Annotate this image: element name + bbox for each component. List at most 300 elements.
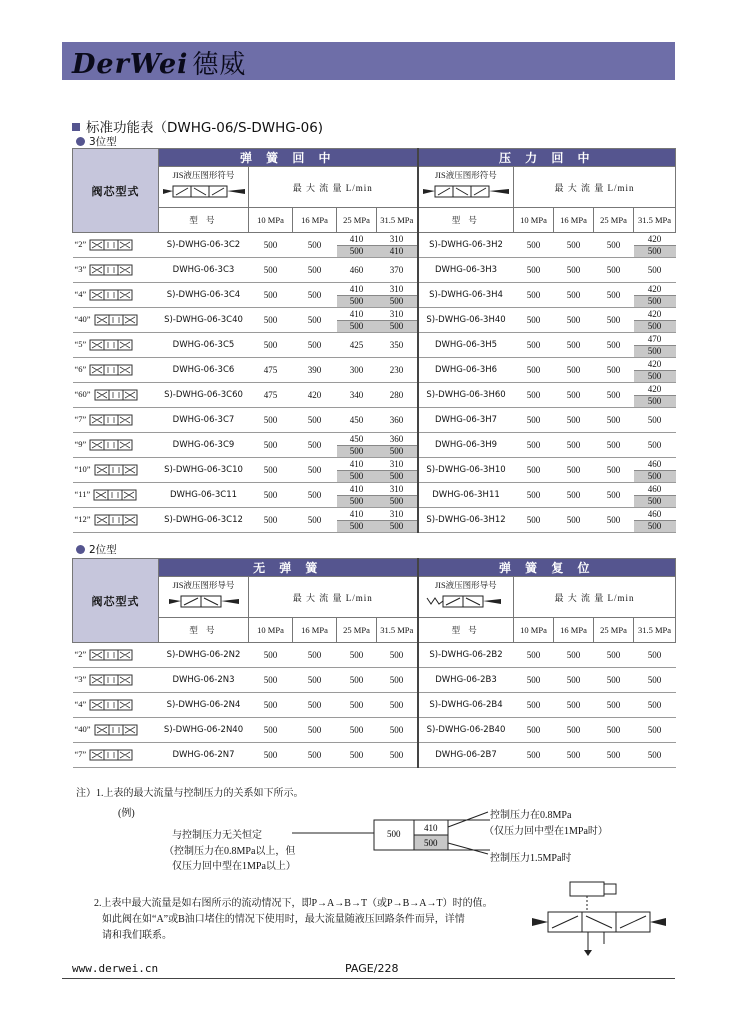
model-left: DWHG-06-2N3 <box>159 668 249 693</box>
flow-value-lower: 500 <box>337 296 377 307</box>
example-right-1: 控制压力在0.8MPa <box>490 810 572 821</box>
flow-value: 500 <box>293 643 337 668</box>
group-header-right-2: 弹 簧 复 位 <box>418 559 676 577</box>
note-2-line-1: 2.上表中最大流量是如右图所示的流动情况下，即P→A→B→T（或P→B→A→T）时的值。 <box>94 898 493 909</box>
spool-code <box>73 483 159 508</box>
flow-value-upper: 410 <box>337 309 377 321</box>
flow-value-upper: 410 <box>337 284 377 296</box>
model-left: S)-DWHG-06-2N2 <box>159 643 249 668</box>
flow-value: 500 <box>634 668 676 693</box>
spool-code-label: “4” <box>74 698 87 709</box>
model-right: S)-DWHG-06-2B4 <box>418 693 514 718</box>
model-left: DWHG-06-3C9 <box>159 433 249 458</box>
flow-value-lower: 500 <box>634 496 676 507</box>
flow-path-diagram <box>528 878 670 960</box>
flow-value <box>634 458 676 483</box>
table-row <box>73 483 676 508</box>
flow-value: 300 <box>337 358 377 383</box>
model-right: DWHG-06-3H5 <box>418 333 514 358</box>
flow-value: 500 <box>249 283 293 308</box>
flow-value-lower: 500 <box>377 296 417 307</box>
flow-value: 500 <box>514 408 554 433</box>
table-row <box>73 408 676 433</box>
flow-value: 500 <box>594 358 634 383</box>
flow-value-upper: 420 <box>634 309 676 321</box>
pressure-31-right-2: 31.5 MPa <box>634 618 676 643</box>
flow-header-right: 最 大 流 量 L/min <box>514 167 676 208</box>
pressure-16-left: 16 MPa <box>293 208 337 233</box>
flow-value: 280 <box>377 383 418 408</box>
flow-value-lower: 500 <box>377 471 417 482</box>
flow-value: 500 <box>337 643 377 668</box>
flow-value: 500 <box>594 693 634 718</box>
pressure-16-left-2: 16 MPa <box>293 618 337 643</box>
dot-bullet-icon <box>76 137 85 146</box>
table-row <box>73 433 676 458</box>
flow-value-lower: 500 <box>337 521 377 532</box>
flow-value-upper: 450 <box>337 434 377 446</box>
footer-website: www.derwei.cn <box>72 962 159 975</box>
flow-value: 500 <box>554 358 594 383</box>
flow-value: 500 <box>634 408 676 433</box>
flow-value <box>377 458 418 483</box>
flow-value: 500 <box>634 693 676 718</box>
flow-value: 500 <box>293 743 337 768</box>
spool-code-label: “2” <box>74 648 87 659</box>
flow-value-lower: 500 <box>634 296 676 307</box>
flow-value <box>634 383 676 408</box>
flow-value-lower: 500 <box>337 471 377 482</box>
dot-bullet-icon <box>76 545 85 554</box>
flow-value-upper: 310 <box>377 309 417 321</box>
example-right-3: 控制压力1.5MPa时 <box>490 853 572 864</box>
flow-value: 500 <box>554 433 594 458</box>
example-diagram <box>290 808 490 868</box>
flow-value: 500 <box>634 258 676 283</box>
flow-value: 500 <box>594 308 634 333</box>
model-right: S)-DWHG-06-3H10 <box>418 458 514 483</box>
flow-value: 500 <box>594 408 634 433</box>
flow-value: 500 <box>594 483 634 508</box>
model-left: DWHG-06-3C11 <box>159 483 249 508</box>
model-left: S)-DWHG-06-2N40 <box>159 718 249 743</box>
model-right: S)-DWHG-06-3H2 <box>418 233 514 258</box>
flow-value <box>337 483 377 508</box>
model-right: DWHG-06-3H11 <box>418 483 514 508</box>
flow-value <box>377 283 418 308</box>
example-val-500b: 500 <box>424 838 438 848</box>
flow-value: 500 <box>249 668 293 693</box>
flow-value-upper: 420 <box>634 234 676 246</box>
table-row <box>73 743 676 768</box>
flow-value-upper: 420 <box>634 284 676 296</box>
flow-value: 500 <box>554 668 594 693</box>
spool-code <box>73 643 159 668</box>
pressure-port-icon <box>584 950 592 956</box>
jis-symbol-left: JIS液压图形符号 <box>159 167 249 208</box>
flow-value: 500 <box>337 743 377 768</box>
flow-value <box>337 433 377 458</box>
logo-cn: 德威 <box>192 50 247 80</box>
spool-symbol-icon <box>89 749 135 761</box>
footer-rule <box>62 978 675 979</box>
table-row <box>73 308 676 333</box>
spool-code <box>73 433 159 458</box>
flow-value: 500 <box>293 233 337 258</box>
flow-value: 350 <box>377 333 418 358</box>
flow-value: 500 <box>514 258 554 283</box>
flow-value: 500 <box>514 433 554 458</box>
flow-value: 500 <box>554 483 594 508</box>
flow-value-lower: 500 <box>377 496 417 507</box>
group-header-left: 弹 簧 回 中 <box>159 149 418 167</box>
example-label: (例) <box>118 808 135 819</box>
flow-value: 500 <box>337 668 377 693</box>
flow-value <box>634 233 676 258</box>
spool-code-label: “2” <box>74 238 87 249</box>
spool-code <box>73 693 159 718</box>
table-row <box>73 333 676 358</box>
table-row <box>73 643 676 668</box>
flow-value-lower: 500 <box>634 346 676 357</box>
flow-value: 500 <box>554 383 594 408</box>
spool-code-label: “3” <box>74 263 87 274</box>
flow-value: 500 <box>594 668 634 693</box>
flow-header-right-2: 最 大 流 量 L/min <box>514 577 676 618</box>
group-header-left-2: 无 弹 簧 <box>159 559 418 577</box>
spool-code <box>73 308 159 333</box>
flow-value: 500 <box>594 258 634 283</box>
flow-value: 500 <box>514 308 554 333</box>
flow-value-upper: 410 <box>337 509 377 521</box>
flow-value-upper: 310 <box>377 459 417 471</box>
flow-value: 500 <box>554 743 594 768</box>
type-label-left-2: 型 号 <box>159 618 249 643</box>
spool-symbol-icon <box>94 389 140 401</box>
flow-value: 500 <box>293 308 337 333</box>
spool-code <box>73 333 159 358</box>
flow-value <box>337 233 377 258</box>
spool-code-label: “10” <box>74 463 91 474</box>
model-left: DWHG-06-3C6 <box>159 358 249 383</box>
spool-symbol-icon <box>94 514 140 526</box>
note-2-line-3: 请和我们联系。 <box>102 930 172 941</box>
flow-value: 500 <box>249 718 293 743</box>
model-left: DWHG-06-3C3 <box>159 258 249 283</box>
flow-value-upper: 360 <box>377 434 417 446</box>
flow-value: 500 <box>377 743 418 768</box>
flow-value-upper: 410 <box>337 234 377 246</box>
flow-value: 500 <box>634 718 676 743</box>
flow-value: 500 <box>249 308 293 333</box>
flow-value: 460 <box>337 258 377 283</box>
spool-code-label: “60” <box>74 388 91 399</box>
spool-symbol-icon <box>89 239 135 251</box>
flow-value: 450 <box>337 408 377 433</box>
flow-value: 500 <box>514 508 554 533</box>
flow-value: 500 <box>377 718 418 743</box>
table-row <box>73 718 676 743</box>
model-right: S)-DWHG-06-2B2 <box>418 643 514 668</box>
flow-value-upper: 470 <box>634 334 676 346</box>
valve-2pos-symbol-icon <box>161 591 247 613</box>
spool-code <box>73 283 159 308</box>
flow-value-lower: 500 <box>337 496 377 507</box>
flow-value <box>377 508 418 533</box>
flow-value: 500 <box>377 668 418 693</box>
flow-value: 500 <box>514 283 554 308</box>
flow-value: 230 <box>377 358 418 383</box>
flow-value: 475 <box>249 383 293 408</box>
flow-value: 500 <box>293 433 337 458</box>
flow-value: 500 <box>337 693 377 718</box>
flow-value: 500 <box>514 668 554 693</box>
flow-value: 500 <box>249 333 293 358</box>
flow-value: 500 <box>634 643 676 668</box>
flow-value-upper: 420 <box>634 384 676 396</box>
spool-code <box>73 718 159 743</box>
flow-value <box>337 308 377 333</box>
flow-value: 500 <box>554 408 594 433</box>
pressure-16-right-2: 16 MPa <box>554 618 594 643</box>
flow-value: 500 <box>514 333 554 358</box>
section-title: 标准功能表（DWHG-06/S-DWHG-06) <box>72 116 323 136</box>
spool-code <box>73 508 159 533</box>
table-2pos <box>72 558 676 768</box>
example-left-2: （控制压力在0.8MPa以上，但 <box>164 846 296 857</box>
flow-value <box>337 458 377 483</box>
flow-value: 500 <box>293 283 337 308</box>
pressure-25-left: 25 MPa <box>337 208 377 233</box>
flow-value: 500 <box>293 408 337 433</box>
flow-value: 500 <box>514 483 554 508</box>
flow-value: 500 <box>594 333 634 358</box>
model-left: DWHG-06-2N7 <box>159 743 249 768</box>
jis-symbol-left-2: JIS液压图形导号 <box>159 577 249 618</box>
model-right: DWHG-06-3H7 <box>418 408 514 433</box>
flow-value-upper: 460 <box>634 459 676 471</box>
flow-value: 420 <box>293 383 337 408</box>
flow-value: 500 <box>249 483 293 508</box>
flow-value: 500 <box>594 283 634 308</box>
flow-value <box>634 308 676 333</box>
flow-value: 500 <box>514 358 554 383</box>
flow-value: 500 <box>594 743 634 768</box>
flow-value: 500 <box>514 383 554 408</box>
table-row <box>73 233 676 258</box>
table-row <box>73 383 676 408</box>
spool-code <box>73 383 159 408</box>
model-left: S)-DWHG-06-3C2 <box>159 233 249 258</box>
flow-value <box>634 358 676 383</box>
table-row <box>73 358 676 383</box>
flow-value: 500 <box>594 643 634 668</box>
note-2-line-2: 如此阀在如“A”或B油口堵住的情况下使用时，最大流量随液压回路条件而异，详情 <box>102 914 465 925</box>
valve-2pos-spring-symbol-icon <box>421 591 511 613</box>
spool-code <box>73 458 159 483</box>
spool-symbol-icon <box>93 489 139 501</box>
group-header-right: 压 力 回 中 <box>418 149 676 167</box>
model-right: DWHG-06-3H9 <box>418 433 514 458</box>
flow-value: 500 <box>514 743 554 768</box>
spool-code <box>73 258 159 283</box>
model-right: S)-DWHG-06-3H4 <box>418 283 514 308</box>
table-3pos <box>72 148 676 533</box>
flow-value: 500 <box>249 433 293 458</box>
table-row <box>73 693 676 718</box>
spool-code-label: “40” <box>74 723 91 734</box>
example-val-410: 410 <box>424 823 438 833</box>
footer-page: PAGE/228 <box>345 962 399 975</box>
subtitle-3pos: 3位型 <box>76 134 117 149</box>
model-left: S)-DWHG-06-2N4 <box>159 693 249 718</box>
flow-value: 500 <box>249 458 293 483</box>
flow-value: 500 <box>514 233 554 258</box>
flow-value-lower: 500 <box>337 321 377 332</box>
pressure-31-left: 31.5 MPa <box>377 208 418 233</box>
valve-3pos-pressure-symbol-icon <box>421 181 511 203</box>
spool-type-header: 阀芯型式 <box>73 149 159 233</box>
subtitle-2pos: 2位型 <box>76 542 117 557</box>
flow-value: 500 <box>514 458 554 483</box>
brand-logo <box>72 44 246 81</box>
flow-value <box>377 233 418 258</box>
spool-symbol-icon <box>89 699 135 711</box>
flow-value <box>634 483 676 508</box>
flow-value-lower: 500 <box>634 471 676 482</box>
flow-value: 500 <box>377 643 418 668</box>
spool-symbol-icon <box>89 289 135 301</box>
spool-symbol-icon <box>94 724 140 736</box>
flow-value: 500 <box>293 258 337 283</box>
flow-value-lower: 500 <box>337 446 377 457</box>
model-left: DWHG-06-3C5 <box>159 333 249 358</box>
flow-value: 390 <box>293 358 337 383</box>
flow-value-lower: 500 <box>634 371 676 382</box>
flow-value: 500 <box>249 508 293 533</box>
pressure-25-right-2: 25 MPa <box>594 618 634 643</box>
flow-value-lower: 410 <box>377 246 417 257</box>
flow-value: 500 <box>594 508 634 533</box>
flow-value: 500 <box>554 508 594 533</box>
spool-symbol-icon <box>94 464 140 476</box>
flow-value: 500 <box>514 643 554 668</box>
flow-value: 500 <box>554 233 594 258</box>
flow-value: 360 <box>377 408 418 433</box>
spool-code-label: “5” <box>74 338 87 349</box>
flow-value-upper: 310 <box>377 484 417 496</box>
table-row <box>73 458 676 483</box>
pressure-31-right: 31.5 MPa <box>634 208 676 233</box>
flow-value: 500 <box>554 693 594 718</box>
flow-value <box>377 308 418 333</box>
pressure-10-left-2: 10 MPa <box>249 618 293 643</box>
flow-value: 500 <box>337 718 377 743</box>
flow-value <box>337 508 377 533</box>
model-right: S)-DWHG-06-2B40 <box>418 718 514 743</box>
flow-value-upper: 460 <box>634 484 676 496</box>
logo-en: DerWei <box>72 49 189 80</box>
flow-value: 500 <box>249 233 293 258</box>
flow-value: 500 <box>634 743 676 768</box>
flow-value: 500 <box>594 383 634 408</box>
spool-code-label: “6” <box>74 363 87 374</box>
spool-code-label: “11” <box>74 488 91 499</box>
flow-value: 500 <box>554 258 594 283</box>
flow-value <box>634 283 676 308</box>
flow-value: 500 <box>293 693 337 718</box>
model-left: S)-DWHG-06-3C12 <box>159 508 249 533</box>
spool-symbol-icon <box>89 364 135 376</box>
spool-type-header-2: 阀芯型式 <box>73 559 159 643</box>
spool-code <box>73 668 159 693</box>
example-line-lower <box>448 843 488 854</box>
model-left: S)-DWHG-06-3C40 <box>159 308 249 333</box>
type-label-right: 型 号 <box>418 208 514 233</box>
flow-value: 500 <box>634 433 676 458</box>
model-right: DWHG-06-2B3 <box>418 668 514 693</box>
flow-value-upper: 420 <box>634 359 676 371</box>
table-row <box>73 258 676 283</box>
flow-value-upper: 310 <box>377 509 417 521</box>
flow-value: 500 <box>293 333 337 358</box>
spool-symbol-icon <box>89 339 135 351</box>
spool-code <box>73 408 159 433</box>
flow-header-left-2: 最 大 流 量 L/min <box>249 577 418 618</box>
flow-value: 500 <box>554 643 594 668</box>
flow-value-lower: 500 <box>634 246 676 257</box>
flow-value: 500 <box>554 458 594 483</box>
flow-value <box>634 508 676 533</box>
note-1: 注）1.上表的最大流量与控制压力的关系如下所示。 <box>76 788 304 799</box>
flow-value <box>377 433 418 458</box>
flow-value <box>377 483 418 508</box>
pressure-10-left: 10 MPa <box>249 208 293 233</box>
flow-value-lower: 500 <box>377 446 417 457</box>
flow-value-upper: 410 <box>337 484 377 496</box>
spool-code <box>73 743 159 768</box>
flow-value: 500 <box>293 718 337 743</box>
spool-code-label: “12” <box>74 513 91 524</box>
pressure-25-right: 25 MPa <box>594 208 634 233</box>
model-right: DWHG-06-3H6 <box>418 358 514 383</box>
flow-value: 500 <box>594 233 634 258</box>
type-label-right-2: 型 号 <box>418 618 514 643</box>
model-left: S)-DWHG-06-3C4 <box>159 283 249 308</box>
flow-value-lower: 500 <box>634 396 676 407</box>
spool-symbol-icon <box>89 414 135 426</box>
square-bullet-icon <box>72 123 80 131</box>
spool-symbol-icon <box>89 264 135 276</box>
spool-code-label: “40” <box>74 313 91 324</box>
example-right-2: （仅压力回中型在1MPa时） <box>484 826 608 837</box>
valve-3pos-symbol-icon <box>161 181 247 203</box>
spool-code <box>73 233 159 258</box>
jis-symbol-right: JIS液压图形符号 <box>418 167 514 208</box>
flow-value-upper: 410 <box>337 459 377 471</box>
flow-value-lower: 500 <box>377 521 417 532</box>
model-right: S)-DWHG-06-3H40 <box>418 308 514 333</box>
flow-value-lower: 500 <box>634 521 676 532</box>
spool-symbol-icon <box>89 439 135 451</box>
model-left: DWHG-06-3C7 <box>159 408 249 433</box>
flow-value: 475 <box>249 358 293 383</box>
flow-value: 500 <box>249 693 293 718</box>
flow-value: 500 <box>554 718 594 743</box>
spool-symbol-icon <box>89 674 135 686</box>
pressure-16-right: 16 MPa <box>554 208 594 233</box>
spool-code-label: “7” <box>74 748 87 759</box>
